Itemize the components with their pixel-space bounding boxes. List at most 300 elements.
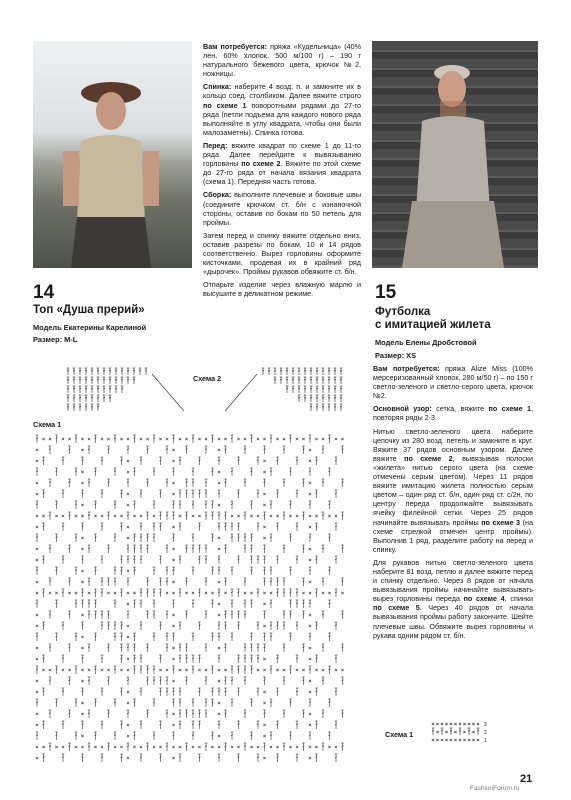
stitch-mark — [134, 669, 136, 670]
stitch-mark — [264, 570, 266, 571]
stitch-mark — [36, 537, 38, 538]
stitch-mark — [49, 581, 51, 582]
stitch-mark — [335, 691, 337, 692]
stitch-mark — [140, 757, 142, 758]
stitch-mark — [283, 746, 285, 747]
row-number-2: 2 — [484, 730, 487, 736]
stitch-mark — [286, 379, 288, 380]
stitch-mark — [160, 559, 162, 560]
stitch-mark — [36, 504, 38, 505]
stitch-mark — [67, 379, 69, 380]
stitch-mark — [342, 482, 344, 483]
stitch-mark — [108, 614, 110, 615]
stitch-mark — [114, 438, 116, 439]
stitch-mark — [283, 647, 285, 648]
stitch-mark — [95, 735, 97, 736]
stitch-mark — [257, 691, 259, 692]
stitch-mark — [43, 625, 45, 626]
stitch-mark — [134, 537, 136, 538]
stitch-mark — [121, 636, 123, 637]
stitch-mark — [277, 691, 279, 692]
stitch-mark — [310, 379, 312, 380]
stitch-mark — [173, 691, 175, 692]
stitch-mark — [340, 388, 342, 389]
stitch-mark — [316, 388, 318, 389]
stitch-mark — [179, 625, 181, 626]
stitch-mark — [121, 658, 123, 659]
text: . Вяжите по этой схеме до 27-го ряда от начала вязания квадрата (схема 1). Передняя часть готова. — [203, 159, 361, 187]
stitch-mark — [309, 735, 311, 736]
stitch-mark — [238, 658, 240, 659]
stitch-mark — [140, 625, 142, 626]
stitch-mark — [268, 370, 270, 371]
stitch-mark — [140, 548, 142, 549]
stitch-mark — [290, 702, 292, 703]
project-title-14: Топ «Душа прерий» — [33, 304, 145, 316]
stitch-mark — [127, 559, 129, 560]
stitch-mark — [322, 647, 324, 648]
stitch-mark — [75, 537, 77, 538]
stitch-mark — [101, 625, 103, 626]
stitch-mark — [103, 379, 105, 380]
stitch-mark — [335, 757, 337, 758]
stitch-mark — [49, 647, 51, 648]
stitch-mark — [153, 526, 155, 527]
stitch-mark — [95, 537, 97, 538]
stitch-mark — [62, 592, 64, 593]
stitch-mark — [103, 370, 105, 371]
stitch-mark — [296, 592, 298, 593]
stitch-mark — [67, 388, 69, 389]
stitch-mark — [270, 504, 272, 505]
stitch-mark — [205, 493, 207, 494]
stitch-mark — [342, 515, 344, 516]
stitch-mark — [56, 537, 58, 538]
stitch-mark — [82, 691, 84, 692]
schema-2-label: Схема 2 — [193, 374, 222, 383]
stitch-mark — [322, 515, 324, 516]
stitch-mark — [205, 713, 207, 714]
stitch-mark — [147, 537, 149, 538]
instructions-15 — [373, 364, 533, 644]
stitch-mark — [179, 493, 181, 494]
stitch-mark — [186, 680, 188, 681]
stitch-mark — [108, 647, 110, 648]
stitch-mark — [43, 592, 45, 593]
stitch-mark — [270, 625, 272, 626]
stitch-mark — [212, 603, 214, 604]
stitch-mark — [316, 526, 318, 527]
stitch-mark — [153, 702, 155, 703]
stitch-mark — [85, 397, 87, 398]
stitch-mark — [342, 647, 344, 648]
stitch-mark — [277, 581, 279, 582]
stitch-mark — [270, 537, 272, 538]
stitch-mark — [36, 438, 38, 439]
stitch-mark — [335, 460, 337, 461]
stitch-mark — [257, 592, 259, 593]
stitch-mark — [186, 449, 188, 450]
stitch-mark — [127, 614, 129, 615]
stitch-mark — [91, 379, 93, 380]
stitch-mark — [121, 526, 123, 527]
stitch-mark — [303, 548, 305, 549]
stitch-mark — [95, 592, 97, 593]
stitch-mark — [49, 614, 51, 615]
stitch-mark — [251, 537, 253, 538]
stitch-mark — [303, 603, 305, 604]
bold-label: Вам потребуется: — [203, 42, 268, 51]
stitch-mark — [153, 636, 155, 637]
stitch-mark — [147, 548, 149, 549]
stitch-mark — [450, 730, 452, 731]
stitch-mark — [179, 691, 181, 692]
stitch-mark — [73, 370, 75, 371]
stitch-mark — [43, 526, 45, 527]
stitch-mark — [342, 680, 344, 681]
stitch-mark — [95, 614, 97, 615]
stitch-mark — [179, 724, 181, 725]
stitch-mark — [199, 526, 201, 527]
stitch-mark — [127, 370, 129, 371]
stitch-mark — [166, 647, 168, 648]
stitch-mark — [283, 592, 285, 593]
stitch-mark — [199, 691, 201, 692]
stitch-mark — [231, 504, 233, 505]
project-number-15: 15 — [375, 282, 397, 303]
stitch-mark — [108, 515, 110, 516]
stitch-mark — [277, 559, 279, 560]
stitch-mark — [127, 449, 129, 450]
stitch-mark — [329, 636, 331, 637]
stitch-mark — [270, 702, 272, 703]
stitch-mark — [274, 370, 276, 371]
stitch-mark — [160, 592, 162, 593]
stitch-mark — [186, 548, 188, 549]
stitch-mark — [264, 482, 266, 483]
stitch-mark — [298, 370, 300, 371]
stitch-mark — [251, 702, 253, 703]
instructions-14 — [203, 42, 361, 302]
stitch-mark — [277, 493, 279, 494]
stitch-mark — [114, 735, 116, 736]
stitch-mark — [160, 581, 162, 582]
stitch-mark — [244, 449, 246, 450]
stitch-mark — [49, 548, 51, 549]
stitch-mark — [114, 570, 116, 571]
stitch-mark — [322, 449, 324, 450]
stitch-mark — [322, 406, 324, 407]
stitch-mark — [205, 482, 207, 483]
stitch-mark — [108, 548, 110, 549]
stitch-mark — [231, 669, 233, 670]
paragraph-back — [203, 82, 361, 137]
stitch-mark — [277, 625, 279, 626]
stitch-mark — [322, 379, 324, 380]
stitch-mark — [199, 460, 201, 461]
stitch-mark — [134, 603, 136, 604]
stitch-mark — [114, 603, 116, 604]
text: Для рукавов нитью светло-зеленого цвета наберите 81 возд. петлю и далее вяжите перед и спинку отдельно. Через 8 рядов от начала вывязывания проймы начинайте вывязывать вырез горловины переда — [373, 557, 533, 604]
stitch-mark — [270, 438, 272, 439]
stitch-mark — [192, 735, 194, 736]
stitch-mark — [310, 397, 312, 398]
stitch-mark — [199, 625, 201, 626]
stitch-mark — [322, 680, 324, 681]
stitch-mark — [274, 379, 276, 380]
stitch-mark — [238, 559, 240, 560]
stitch-mark — [329, 438, 331, 439]
stitch-mark — [334, 406, 336, 407]
stitch-mark — [192, 482, 194, 483]
stitch-mark — [101, 691, 103, 692]
stitch-mark — [244, 603, 246, 604]
stitch-mark — [62, 559, 64, 560]
stitch-mark — [114, 471, 116, 472]
stitch-mark — [97, 388, 99, 389]
stitch-mark — [225, 647, 227, 648]
stitch-mark — [109, 388, 111, 389]
stitch-mark — [114, 702, 116, 703]
stitch-mark — [166, 482, 168, 483]
stitch-mark — [49, 482, 51, 483]
stitch-mark — [303, 746, 305, 747]
stitch-mark — [173, 438, 175, 439]
stitch-mark — [79, 406, 81, 407]
stitch-mark — [199, 713, 201, 714]
stitch-mark — [173, 471, 175, 472]
stitch-mark — [270, 570, 272, 571]
stitch-mark — [205, 449, 207, 450]
stitch-mark — [257, 625, 259, 626]
stitch-mark — [334, 397, 336, 398]
stitch-mark — [114, 636, 116, 637]
stitch-mark — [160, 757, 162, 758]
stitch-mark — [67, 406, 69, 407]
stitch-mark — [166, 515, 168, 516]
stitch-mark — [82, 460, 84, 461]
stitch-mark — [153, 603, 155, 604]
stitch-mark — [238, 614, 240, 615]
stitch-mark — [134, 735, 136, 736]
schema-2-stitches — [67, 368, 343, 411]
stitch-mark — [316, 691, 318, 692]
stitch-mark — [179, 526, 181, 527]
stitch-mark — [238, 526, 240, 527]
stitch-mark — [225, 548, 227, 549]
stitch-mark — [244, 746, 246, 747]
stitch-mark — [328, 406, 330, 407]
stitch-mark — [251, 669, 253, 670]
stitch-mark — [316, 724, 318, 725]
text: сетка, вяжите — [431, 404, 489, 414]
stitch-mark — [36, 603, 38, 604]
page-number: 21 — [520, 773, 533, 785]
stitch-mark — [62, 724, 64, 725]
stitch-mark — [192, 669, 194, 670]
stitch-mark — [205, 746, 207, 747]
stitch-mark — [290, 735, 292, 736]
stitch-mark — [296, 757, 298, 758]
stitch-mark — [218, 757, 220, 758]
stitch-mark — [153, 471, 155, 472]
stitch-mark — [160, 460, 162, 461]
stitch-mark — [97, 370, 99, 371]
stitch-mark — [36, 636, 38, 637]
stitch-mark — [270, 636, 272, 637]
stitch-mark — [290, 537, 292, 538]
stitch-mark — [115, 370, 117, 371]
stitch-mark — [36, 735, 38, 736]
stitch-mark — [270, 471, 272, 472]
stitch-mark — [160, 658, 162, 659]
stitch-mark — [69, 482, 71, 483]
stitch-mark — [82, 603, 84, 604]
stitch-mark — [290, 669, 292, 670]
stitch-mark — [225, 515, 227, 516]
stitch-mark — [238, 460, 240, 461]
stitch-mark — [283, 449, 285, 450]
stitch-mark — [335, 592, 337, 593]
stitch-mark — [95, 603, 97, 604]
stitch-mark — [218, 636, 220, 637]
stitch-mark — [231, 702, 233, 703]
stitch-mark — [231, 570, 233, 571]
stitch-mark — [121, 691, 123, 692]
stitch-mark — [69, 746, 71, 747]
stitch-mark — [212, 537, 214, 538]
stitch-mark — [342, 581, 344, 582]
stitch-mark — [238, 724, 240, 725]
schema-1-right-label: Схема 1 — [385, 730, 414, 739]
stitch-mark — [160, 515, 162, 516]
stitch-mark — [43, 658, 45, 659]
stitch-mark — [335, 493, 337, 494]
stitch-mark — [43, 691, 45, 692]
stitch-mark — [244, 669, 246, 670]
stitch-mark — [140, 460, 142, 461]
stitch-mark — [329, 669, 331, 670]
stitch-mark — [316, 658, 318, 659]
stitch-mark — [186, 658, 188, 659]
stitch-mark — [115, 379, 117, 380]
stitch-mark — [173, 570, 175, 571]
stitch-mark — [231, 526, 233, 527]
stitch-mark — [88, 515, 90, 516]
stitch-mark — [251, 603, 253, 604]
stitch-mark — [290, 592, 292, 593]
stitch-mark — [166, 636, 168, 637]
stitch-mark — [251, 658, 253, 659]
schema-1-chart — [33, 432, 353, 770]
stitch-mark — [153, 669, 155, 670]
text: . Через 40 рядов от начала вывязывания проймы работу закончите. Шейте плечевые швы. Обвяжите вырез горловины и рукава одним рядом ст. б/н. — [373, 603, 533, 640]
stitch-mark — [212, 515, 214, 516]
stitch-mark — [316, 493, 318, 494]
stitch-mark — [101, 559, 103, 560]
stitch-mark — [134, 636, 136, 637]
stitch-mark — [334, 370, 336, 371]
stitch-mark — [205, 504, 207, 505]
stitch-mark — [108, 746, 110, 747]
stitch-mark — [134, 658, 136, 659]
stitch-mark — [205, 702, 207, 703]
stitch-mark — [179, 460, 181, 461]
stitch-mark — [121, 388, 123, 389]
stitch-mark — [334, 388, 336, 389]
paragraph-finish: Затем перед и спинку вяжите отдельно вниз, оставив разрезы по бокам, 10 и 14 рядов соответственно. Вырез горловины оформите кисточками, продевая их в крайний ряд «дырочек». Проймы рукавов обвяжите ст. б/н. — [203, 230, 361, 277]
stitch-mark — [69, 713, 71, 714]
stitch-mark — [231, 592, 233, 593]
stitch-mark — [160, 724, 162, 725]
bold-ref: по схеме 2 — [404, 453, 453, 463]
stitch-mark — [147, 482, 149, 483]
stitch-mark — [173, 603, 175, 604]
size-label: Размер: — [33, 335, 63, 344]
stitch-mark — [218, 570, 220, 571]
stitch-mark — [91, 370, 93, 371]
stitch-mark — [173, 537, 175, 538]
stitch-mark — [153, 614, 155, 615]
stitch-mark — [212, 669, 214, 670]
stitch-mark — [257, 559, 259, 560]
stitch-mark — [160, 680, 162, 681]
stitch-mark — [49, 515, 51, 516]
text: выполните плечевые и боковые швы (соедините крючком ст. б/н с изнаночной стороны, оставив по бокам по 50 петель для проймы. — [203, 190, 361, 227]
stitch-mark — [95, 570, 97, 571]
stitch-mark — [244, 680, 246, 681]
stitch-mark — [134, 438, 136, 439]
stitch-mark — [251, 471, 253, 472]
stitch-mark — [127, 680, 129, 681]
stitch-mark — [186, 493, 188, 494]
stitch-mark — [88, 581, 90, 582]
stitch-mark — [335, 526, 337, 527]
stitch-mark — [85, 370, 87, 371]
stitch-mark — [75, 603, 77, 604]
stitch-mark — [199, 724, 201, 725]
stitch-mark — [244, 482, 246, 483]
stitch-mark — [257, 647, 259, 648]
stitch-mark — [303, 713, 305, 714]
stitch-mark — [147, 669, 149, 670]
stitch-mark — [153, 735, 155, 736]
stitch-mark — [95, 471, 97, 472]
stitch-mark — [114, 504, 116, 505]
stitch-mark — [310, 406, 312, 407]
stitch-mark — [283, 482, 285, 483]
stitch-mark — [264, 614, 266, 615]
stitch-mark — [309, 570, 311, 571]
stitch-mark — [127, 515, 129, 516]
stitch-mark — [205, 515, 207, 516]
stitch-mark — [303, 581, 305, 582]
stitch-mark — [166, 548, 168, 549]
stitch-mark — [238, 493, 240, 494]
bold-label: Сборка: — [203, 190, 232, 200]
stitch-mark — [49, 713, 51, 714]
stitch-mark — [166, 614, 168, 615]
stitch-mark — [147, 449, 149, 450]
stitch-mark — [329, 471, 331, 472]
stitch-mark — [88, 614, 90, 615]
stitch-mark — [218, 515, 220, 516]
stitch-mark — [91, 397, 93, 398]
stitch-mark — [166, 570, 168, 571]
size-value: XS — [406, 351, 416, 360]
stitch-mark — [166, 449, 168, 450]
stitch-mark — [108, 581, 110, 582]
